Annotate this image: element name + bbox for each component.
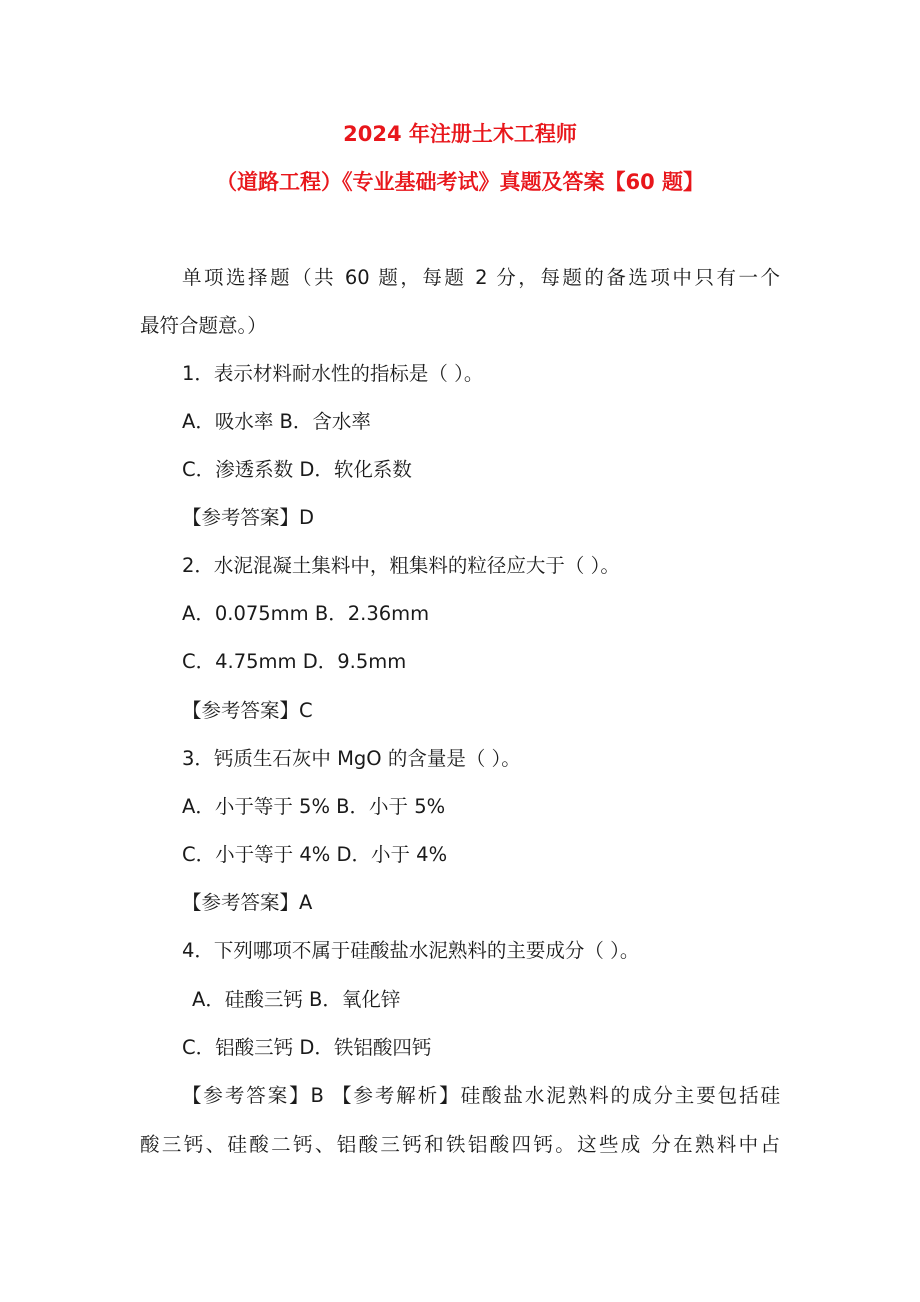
document-title-line2: （道路工程）《专业基础考试》真题及答案【60 题】	[215, 170, 705, 194]
question-1-options-cd: C．渗透系数 D．软化系数	[182, 458, 412, 481]
question-3-answer: 【参考答案】A	[182, 891, 313, 914]
question-1-answer: 【参考答案】D	[182, 506, 315, 529]
question-2-answer: 【参考答案】C	[182, 699, 313, 722]
question-4-options-cd: C．铝酸三钙 D．铁铝酸四钙	[182, 1036, 432, 1059]
question-3-options-cd: C．小于等于 4% D．小于 4%	[182, 843, 448, 866]
document-title-line1: 2024 年注册土木工程师	[343, 122, 577, 146]
question-3-options-ab: A．小于等于 5% B．小于 5%	[182, 795, 446, 818]
instructions-line1: 单项选择题（共 60 题，每题 2 分，每题的备选项中只有一个	[182, 266, 780, 289]
question-2-options-ab: A．0.075mm B．2.36mm	[182, 602, 430, 625]
question-1-stem: 1．表示材料耐水性的指标是（ ）。	[182, 362, 484, 385]
question-2-options-cd: C．4.75mm D．9.5mm	[182, 650, 407, 673]
instructions-line2: 最符合题意。）	[140, 314, 267, 337]
question-4-answer-line2: 酸三钙、硅酸二钙、铝酸三钙和铁铝酸四钙。这些成 分在熟料中占	[140, 1133, 780, 1156]
question-1-options-ab: A．吸水率 B．含水率	[182, 410, 371, 433]
question-4-answer-line1: 【参考答案】B 【参考解析】硅酸盐水泥熟料的成分主要包括硅	[182, 1084, 780, 1107]
question-2-stem: 2．水泥混凝土集料中，粗集料的粒径应大于（ ）。	[182, 554, 620, 577]
question-3-stem: 3．钙质生石灰中 MgO 的含量是（ ）。	[182, 747, 521, 770]
question-4-options-ab: A．硅酸三钙 B．氧化锌	[192, 988, 401, 1011]
question-4-stem: 4．下列哪项不属于硅酸盐水泥熟料的主要成分（ ）。	[182, 939, 640, 962]
